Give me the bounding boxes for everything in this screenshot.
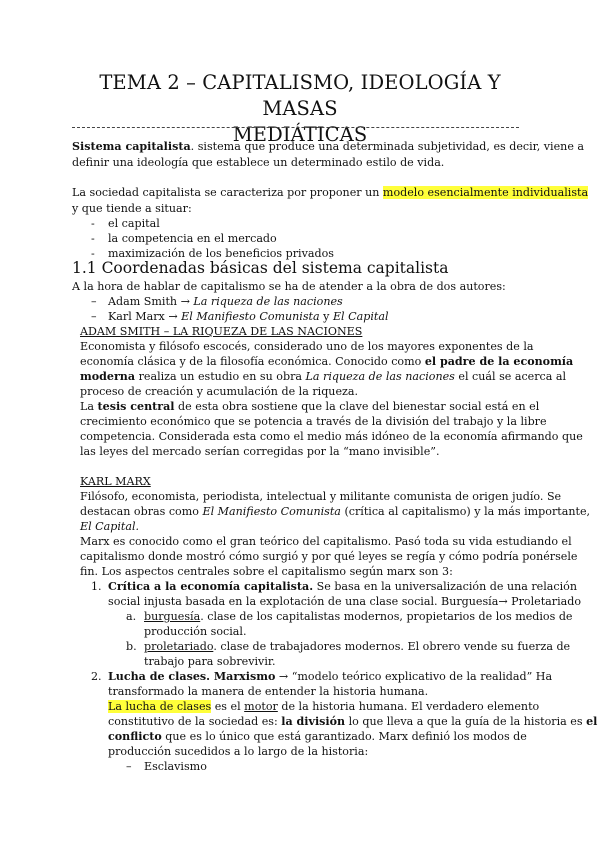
smith-heading: ADAM SMITH – LA RIQUEZA DE LAS NACIONES xyxy=(80,325,363,338)
section-heading: 1.1 Coordenadas básicas del sistema capitalista xyxy=(72,259,449,277)
marx-line-3: El Capital. xyxy=(80,520,140,533)
smith-line-1: Economista y filósofo escocés, considerado uno de los mayores exponentes de la xyxy=(80,340,534,353)
bullet-dash-2: - xyxy=(91,232,95,245)
item-2-sub-dash: – xyxy=(126,760,132,773)
item-2-sub-esclavismo: Esclavismo xyxy=(144,760,207,773)
item-1-line-2: social injusta basada en la explotación de una clase social. Burguesía→ Proletariado xyxy=(108,595,582,608)
smith-line-6: crecimiento económico que se potencia a través de la división del trabajo y la libre xyxy=(80,415,547,428)
marx-line-4: Marx es conocido como el gran teórico del capitalismo. Pasó toda su vida estudiando el xyxy=(80,535,572,548)
marx-line-1: Filósofo, economista, periodista, intelectual y militante comunista de origen judío. Se xyxy=(80,490,562,503)
marx-line-6: fin. Los aspectos centrales sobre el capitalismo según marx son 3: xyxy=(80,565,453,578)
item-2-line-2: transformado la manera de entender la historia humana. xyxy=(108,685,429,698)
item-2-line-4: constitutivo de la sociedad es: la división lo que lleva a que la guía de la historia es el xyxy=(108,715,598,728)
marx-line-5: capitalismo donde mostró cómo surgió y por qué leyes se regía y cómo podría ponérsele xyxy=(80,550,578,563)
smith-line-4: proceso de creación y acumulación de la riqueza. xyxy=(80,385,358,398)
intro-line-2: definir una ideología que establece un determinado estilo de vida. xyxy=(72,156,445,169)
highlight-lucha-de-clases: La lucha de clases xyxy=(108,700,212,713)
smith-line-2: economía clásica y de la filosofía económica. Conocido como el padre de la economía xyxy=(80,355,574,368)
smith-line-7: competencia. Considerada esta como el medio más idóneo de la economía afirmando que xyxy=(80,430,583,443)
dashed-divider xyxy=(72,127,519,128)
bullet-item-3: maximización de los beneficios privados xyxy=(108,247,334,260)
bullet-item-2: la competencia en el mercado xyxy=(108,232,277,245)
item-2-line-6: producción sucedidos a lo largo de la historia: xyxy=(108,745,369,758)
author-marx: Karl Marx → El Manifiesto Comunista y El Capital xyxy=(108,310,389,323)
intro-line-1: Sistema capitalista. sistema que produce una determinada subjetividad, es decir, viene a xyxy=(72,140,585,153)
item-1b-line-2: trabajo para sobrevivir. xyxy=(144,655,276,668)
item-1a-line-2: producción social. xyxy=(144,625,247,638)
smith-line-5: La tesis central de esta obra sostiene que la clave del bienestar social está en el xyxy=(80,400,540,413)
item-1-number: 1. xyxy=(91,580,102,593)
term-sistema-capitalista: Sistema capitalista xyxy=(72,140,191,153)
item-1-line-1: Crítica a la economía capitalista. Se basa en la universalización de una relación xyxy=(108,580,577,593)
item-2-line-1: Lucha de clases. Marxismo → “modelo teórico explicativo de la realidad” Ha xyxy=(108,670,553,683)
author-smith: Adam Smith → La riqueza de las naciones xyxy=(108,295,343,308)
item-1b-letter: b. xyxy=(126,640,137,653)
highlight-individualista: modelo esencialmente individualista xyxy=(382,186,589,199)
item-1b-line-1: proletariado. clase de trabajadores modernos. El obrero vende su fuerza de xyxy=(144,640,571,653)
society-line-2: y que tiende a situar: xyxy=(72,202,192,215)
smith-line-3: moderna realiza un estudio en su obra La riqueza de las naciones el cuál se acerca al xyxy=(80,370,567,383)
bullet-dash-3: - xyxy=(91,247,95,260)
marx-heading: KARL MARX xyxy=(80,475,151,488)
marx-line-2: destacan obras como El Manifiesto Comunista (crítica al capitalismo) y la más importante, xyxy=(80,505,591,518)
term-proletariado: proletariado xyxy=(144,640,214,653)
item-1a-letter: a. xyxy=(126,610,137,623)
item-2-number: 2. xyxy=(91,670,102,683)
author-dash-2: – xyxy=(91,310,97,323)
author-dash-1: – xyxy=(91,295,97,308)
bullet-item-1: el capital xyxy=(108,217,160,230)
item-1a-line-1: burguesía. clase de los capitalistas modernos, propietarios de los medios de xyxy=(144,610,573,623)
bullet-dash-1: - xyxy=(91,217,95,230)
term-motor: motor xyxy=(244,700,278,713)
item-2-line-5: conflicto que es lo único que está garantizado. Marx definió los modos de xyxy=(108,730,527,743)
item-2-line-3: La lucha de clases es el motor de la historia humana. El verdadero elemento xyxy=(108,700,540,713)
smith-line-8: las leyes del mercado serían corregidas por la “mano invisible”. xyxy=(80,445,440,458)
term-burguesia: burguesía xyxy=(144,610,201,623)
society-line-1: La sociedad capitalista se caracteriza por proponer un modelo esencialmente individualista xyxy=(72,186,589,199)
section-intro: A la hora de hablar de capitalismo se ha de atender a la obra de dos autores: xyxy=(72,280,506,293)
title-line-2: MEDIÁTICAS xyxy=(232,123,368,146)
page-title xyxy=(60,70,540,148)
title-line-1: TEMA 2 – CAPITALISMO, IDEOLOGÍA Y MASAS xyxy=(99,71,501,120)
